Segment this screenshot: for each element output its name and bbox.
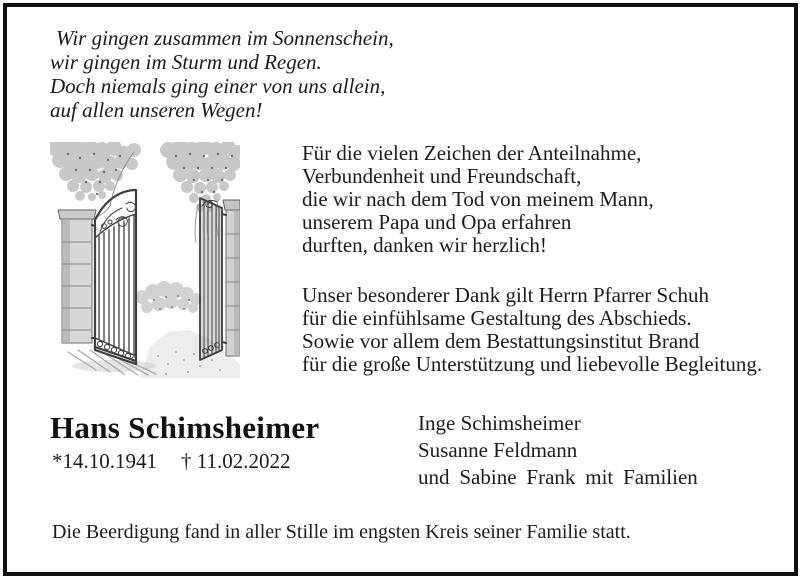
gate-illustration: [50, 142, 240, 378]
thanks-paragraph-2: [302, 284, 762, 376]
poem-line: Wir gingen zusammen im Sonnenschein,: [56, 26, 394, 50]
thanks-line: die wir nach dem Tod von meinem Mann,: [302, 187, 654, 211]
thanks-line: Für die vielen Zeichen der Anteilnahme,: [302, 141, 642, 165]
mourner-name: Inge Schimsheimer: [418, 411, 581, 435]
thanks-line: Verbundenheit und Freundschaft,: [302, 164, 582, 188]
thanks-paragraph-1: [302, 142, 654, 257]
life-dates: [52, 449, 290, 474]
memorial-poem: [50, 26, 394, 122]
thanks-line: unserem Papa und Opa erfahren: [302, 210, 572, 234]
poem-line: auf allen unseren Wegen!: [50, 98, 263, 122]
mourner-name: und Sabine Frank mit Familien: [418, 465, 698, 489]
thanks-line: für die große Unterstützung und liebevolle Begleitung.: [302, 352, 763, 376]
thanks-line: für die einfühlsame Gestaltung des Abschieds.: [302, 306, 692, 330]
poem-line: Doch niemals ging einer von uns allein,: [50, 74, 386, 98]
thanks-line: Sowie vor allem dem Bestattungsinstitut Brand: [302, 329, 700, 353]
burial-notice-line: Die Beerdigung fand in aller Stille im engsten Kreis seiner Familie statt.: [52, 521, 631, 543]
thanks-line: Unser besonderer Dank gilt Herrn Pfarrer Schuh: [302, 283, 710, 307]
death-date: † 11.02.2022: [181, 449, 291, 473]
thanks-line: durften, danken wir herzlich!: [302, 233, 547, 257]
open-garden-gate-sketch-icon: [50, 142, 240, 378]
deceased-name: Hans Schimsheimer: [50, 410, 320, 445]
poem-line: wir gingen im Sturm und Regen.: [50, 50, 322, 74]
mourners-list: [418, 410, 698, 491]
mourner-name: Susanne Feldmann: [418, 438, 578, 462]
birth-date: *14.10.1941: [52, 449, 157, 473]
